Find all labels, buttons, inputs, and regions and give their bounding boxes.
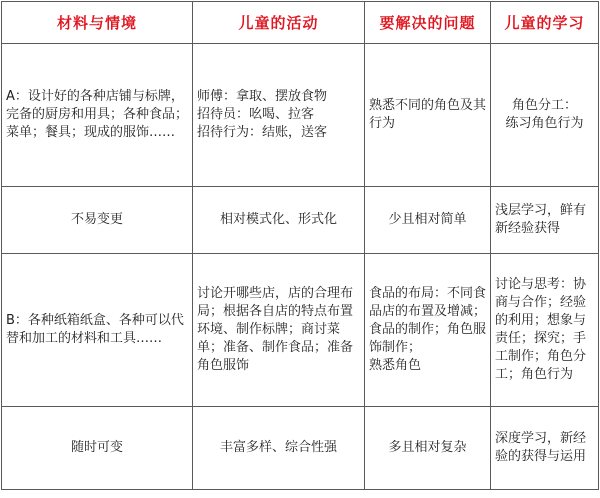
table-row [2,44,599,187]
cell-activities-b-summary: 丰富多样、综合性强 [193,407,365,490]
comparison-table [1,1,599,490]
table-row [2,187,599,254]
cell-activities-a-summary: 相对模式化、形式化 [193,187,365,254]
cell-materials-b: B：各种纸箱纸盒、各种可以代替和加工的材料和工具…… [2,254,193,407]
cell-problems-a-summary: 少且相对简单 [365,187,491,254]
header-materials: 材料与情境 [2,2,193,44]
table-row [2,407,599,490]
cell-materials-b-summary: 随时可变 [2,407,193,490]
header-problems: 要解决的问题 [365,2,491,44]
cell-learning-a: 角色分工： 练习角色行为 [491,44,599,187]
cell-activities-b: 讨论开哪些店，店的合理布局；根据各自店的特点布置环境、制作标牌；商讨菜单；准备、制作食品；准备角色服饰 [193,254,365,407]
cell-materials-a-summary: 不易变更 [2,187,193,254]
cell-problems-a: 熟悉不同的角色及其行为 [365,44,491,187]
cell-learning-a-summary: 浅层学习，鲜有新经验获得 [491,187,599,254]
header-learning: 儿童的学习 [491,2,599,44]
cell-activities-a: 师傅：拿取、摆放食物 招待员：吆喝、拉客 招待行为：结账，送客 [193,44,365,187]
cell-learning-b-summary: 深度学习，新经验的获得与运用 [491,407,599,490]
cell-problems-b: 食品的布局：不同食品店的布置及增减；食品的制作；角色服饰制作； 熟悉角色 [365,254,491,407]
cell-learning-b: 讨论与思考：协商与合作；经验的利用；想象与责任；探究；手工制作；角色分工；角色行为 [491,254,599,407]
cell-materials-a: A：设计好的各种店铺与标牌，完备的厨房和用具；各种食品；菜单；餐具；现成的服饰…… [2,44,193,187]
header-activities: 儿童的活动 [193,2,365,44]
table-row [2,254,599,407]
header-row [2,2,599,44]
cell-problems-b-summary: 多且相对复杂 [365,407,491,490]
